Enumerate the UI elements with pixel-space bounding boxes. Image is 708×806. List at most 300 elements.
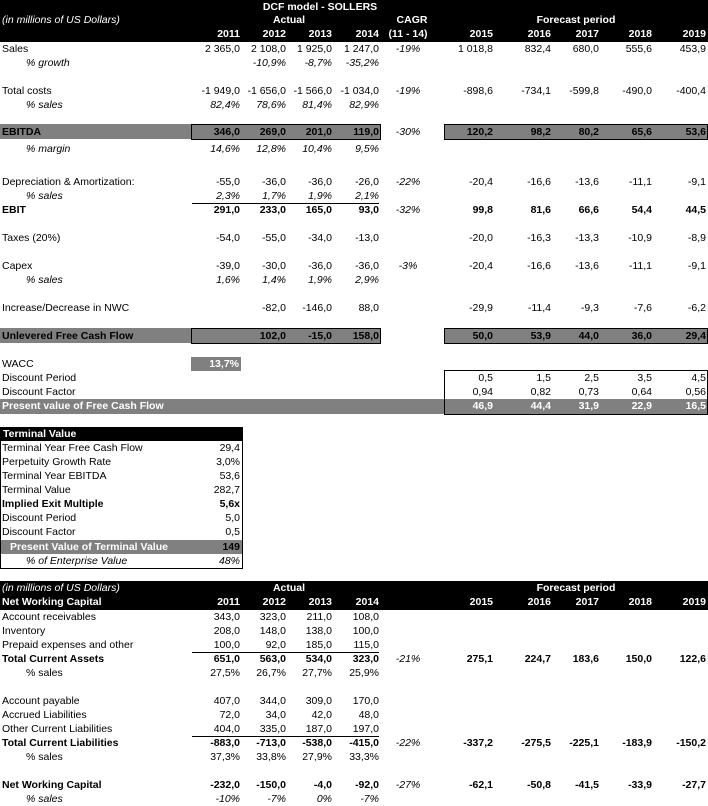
sales-growth-actual-2: -8,7% (304, 57, 332, 69)
discount-period-2015: 0,5 (478, 372, 493, 384)
da-sales-forecast-3 (607, 189, 652, 203)
taxes-forecast-1: -16,3 (527, 232, 551, 244)
tcl-forecast-2: -225,1 (569, 737, 599, 749)
tca-label: Total Current Assets (2, 653, 105, 665)
capex-forecast-1: -16,6 (527, 260, 551, 272)
ebitda-forecast-4: 53,6 (685, 126, 706, 138)
terminal-row-label: Discount Period (2, 512, 77, 524)
ar-actual-3: 108,0 (352, 611, 379, 623)
ap-forecast-1 (505, 694, 551, 708)
da-label: Depreciation & Amortization: (2, 176, 135, 188)
ap-forecast-0 (445, 694, 493, 708)
ebit-cagr: -32% (395, 204, 421, 216)
ufcf-actual-0 (192, 329, 240, 343)
capex-forecast-0: -20,4 (469, 260, 493, 272)
ap-forecast-3 (607, 694, 652, 708)
header-row-1 (0, 13, 708, 27)
costs-sales-forecast-0 (445, 98, 493, 112)
sales-row (0, 42, 708, 56)
tca-sales-forecast-0 (445, 666, 493, 680)
ebitda-forecast-2: 80,2 (578, 126, 599, 138)
prepaid-actual-1: 92,0 (240, 638, 286, 653)
prepaid-forecast-1 (505, 638, 551, 652)
capex-cagr: -3% (398, 260, 418, 272)
prepaid-row (0, 638, 708, 652)
sales-forecast-4: 453,9 (679, 43, 706, 55)
nwc-sales-actual-3: -7% (360, 793, 379, 805)
ebit-actual-2: 165,0 (305, 204, 332, 216)
nwc-change-forecast-1: -11,4 (527, 302, 551, 314)
terminal-row (0, 469, 708, 483)
sales-forecast-1: 832,4 (524, 43, 551, 55)
nwc-change-actual-2: -146,0 (302, 302, 332, 314)
nwc-header-row-2 (0, 595, 708, 609)
prepaid-label: Prepaid expenses and other (2, 639, 134, 651)
ar-cagr (383, 610, 433, 624)
taxes-actual-1: -55,0 (262, 232, 286, 244)
da-sales-actual-1: 1,7% (240, 189, 286, 204)
tcl-sales-label: % sales (26, 751, 63, 763)
terminal-row-value: 29,4 (219, 442, 240, 454)
discount-period-row (0, 371, 708, 385)
prepaid-forecast-2 (555, 638, 599, 652)
ebitda-actual-0: 346,0 (213, 126, 240, 138)
tcl-sales-cagr (383, 750, 433, 764)
prepaid-actual-2: 185,0 (286, 638, 332, 653)
inv-forecast-2 (555, 624, 599, 638)
capex-sales-label: % sales (26, 274, 63, 286)
taxes-actual-2: -34,0 (308, 232, 332, 244)
da-sales-label: % sales (26, 190, 63, 202)
tca-forecast-3: 150,0 (625, 653, 652, 665)
prepaid-forecast-4 (660, 638, 706, 652)
tca-cagr: -21% (395, 653, 421, 665)
da-actual-1: -36,0 (262, 176, 286, 188)
da-sales-forecast-1 (505, 189, 551, 203)
capex-actual-2: -36,0 (308, 260, 332, 272)
ebitda-forecast-3: 65,6 (631, 126, 652, 138)
costs-sales-actual-3: 82,9% (349, 99, 379, 111)
header-row-2 (0, 27, 708, 41)
accrued-row (0, 708, 708, 722)
tcl-row (0, 736, 708, 750)
da-sales-actual-3: 2,1% (332, 189, 379, 204)
ap-actual-3: 170,0 (352, 695, 379, 707)
discount-factor-label: Discount Factor (2, 386, 76, 398)
ebit-label: EBIT (2, 204, 26, 216)
total-costs-forecast-1: -734,1 (521, 85, 551, 97)
da-sales-cagr (383, 189, 433, 203)
ufcf-forecast-0: 50,0 (472, 330, 493, 342)
inv-row (0, 624, 708, 638)
model-title: DCF model - SOLLERS (262, 1, 378, 13)
discount-factor-2018: 0,64 (631, 386, 652, 398)
tcl-forecast-1: -275,5 (521, 737, 551, 749)
nwc-total-forecast-0: -62,1 (469, 779, 493, 791)
tcl-sales-row (0, 750, 708, 764)
ebitda-margin-actual-3: 9,5% (355, 143, 379, 155)
taxes-cagr (383, 231, 433, 245)
ar-row (0, 610, 708, 624)
ebitda-actual-1: 269,0 (259, 126, 286, 138)
tcl-actual-2: -538,0 (302, 737, 332, 749)
capex-actual-0: -39,0 (216, 260, 240, 272)
prepaid-forecast-3 (607, 638, 652, 652)
da-cagr: -22% (395, 176, 421, 188)
ocl-actual-2: 187,0 (286, 722, 332, 737)
capex-sales-actual-1: 1,4% (262, 274, 286, 286)
terminal-title: Terminal Value (3, 428, 77, 440)
ocl-actual-0: 404,0 (192, 722, 240, 737)
taxes-label: Taxes (20%) (2, 232, 61, 244)
sales-actual-2: 1 925,0 (296, 43, 332, 55)
tcl-actual-1: -713,0 (256, 737, 286, 749)
pv-fcf-2018: 22,9 (631, 400, 652, 412)
tcl-sales-actual-0: 37,3% (210, 751, 240, 763)
pv-fcf-label: Present value of Free Cash Flow (2, 400, 164, 412)
tcl-sales-forecast-0 (445, 750, 493, 764)
total-costs-row (0, 84, 708, 98)
total-costs-actual-1: -1 656,0 (247, 85, 286, 97)
terminal-row-label: Implied Exit Multiple (2, 498, 104, 510)
ar-actual-0: 343,0 (213, 611, 240, 623)
tca-actual-1: 563,0 (259, 653, 286, 665)
sales-growth-actual-0 (192, 56, 240, 70)
taxes-forecast-2: -13,3 (575, 232, 599, 244)
capex-label: Capex (2, 260, 33, 272)
nwc-sales-actual-2: 0% (316, 793, 332, 805)
discount-period-label: Discount Period (2, 372, 77, 384)
sales-growth-cagr (383, 56, 433, 70)
ocl-forecast-3 (607, 722, 652, 736)
terminal-row-label: Present Value of Terminal Value (10, 541, 168, 553)
year-2017: 2017 (575, 28, 599, 40)
ocl-cagr (383, 722, 433, 736)
sales-growth-forecast-3 (607, 56, 652, 70)
ebit-actual-3: 93,0 (358, 204, 379, 216)
tca-actual-2: 534,0 (305, 653, 332, 665)
cagr-header: CAGR (396, 14, 428, 26)
nwc-total-forecast-1: -50,8 (527, 779, 551, 791)
capex-sales-actual-3: 2,9% (355, 274, 379, 286)
nwc-change-actual-3: 88,0 (358, 302, 379, 314)
ocl-actual-1: 335,0 (240, 722, 286, 737)
nwc-sales-actual-1: -7% (267, 793, 286, 805)
ap-cagr (383, 694, 433, 708)
nwc-year-2016: 2016 (527, 596, 551, 608)
ebit-forecast-2: 66,6 (578, 204, 599, 216)
capex-sales-forecast-4 (660, 273, 706, 287)
capex-sales-cagr (383, 273, 433, 287)
nwc-change-forecast-4: -6,2 (687, 302, 706, 314)
ufcf-label: Unlevered Free Cash Flow (2, 330, 134, 342)
discount-period-2016: 1,5 (536, 372, 551, 384)
tcl-sales-actual-1: 33,8% (256, 751, 286, 763)
da-sales-forecast-0 (445, 189, 493, 203)
tcl-sales-actual-2: 27,9% (302, 751, 332, 763)
discount-factor-2019: 0,56 (685, 386, 706, 398)
ebitda-margin-actual-2: 10,4% (302, 143, 332, 155)
tca-sales-actual-3: 25,9% (349, 667, 379, 679)
nwc-actual-header: Actual (272, 582, 306, 594)
nwc-change-cagr (383, 301, 433, 315)
ocl-forecast-4 (660, 722, 706, 736)
tca-actual-3: 323,0 (352, 653, 379, 665)
nwc-forecast-header: Forecast period (536, 582, 616, 594)
capex-sales-forecast-0 (445, 273, 493, 287)
nwc-sales-cagr (383, 792, 433, 806)
nwc-change-forecast-2: -9,3 (580, 302, 599, 314)
year-2016: 2016 (527, 28, 551, 40)
ar-actual-2: 211,0 (306, 611, 332, 623)
sales-label: Sales (2, 43, 29, 55)
nwc-sales-forecast-2 (555, 792, 599, 806)
tcl-actual-0: -883,0 (210, 737, 240, 749)
nwc-total-actual-1: -150,0 (256, 779, 286, 791)
ebit-actual-1: 233,0 (259, 204, 286, 216)
prepaid-forecast-0 (445, 638, 493, 652)
da-forecast-1: -16,6 (527, 176, 551, 188)
nwc-change-actual-1: -82,0 (262, 302, 286, 314)
terminal-row-value: 53,6 (219, 470, 240, 482)
total-costs-forecast-2: -599,8 (569, 85, 599, 97)
tca-sales-forecast-1 (505, 666, 551, 680)
nwc-total-forecast-2: -41,5 (575, 779, 599, 791)
ap-label: Account payable (2, 695, 80, 707)
nwc-sales-actual-0: -10% (215, 793, 240, 805)
total-costs-forecast-0: -898,6 (463, 85, 493, 97)
taxes-forecast-4: -8,9 (687, 232, 706, 244)
ebitda-margin-label: % margin (26, 143, 71, 155)
ufcf-actual-2: -15,0 (308, 330, 332, 342)
costs-sales-actual-0: 82,4% (210, 99, 240, 111)
discount-period-2018: 3,5 (637, 372, 652, 384)
tcl-sales-forecast-1 (505, 750, 551, 764)
accrued-actual-1: 34,0 (265, 709, 286, 721)
capex-sales-actual-0: 1,6% (216, 274, 240, 286)
terminal-row (0, 525, 708, 539)
ebit-forecast-4: 44,5 (685, 204, 706, 216)
nwc-year-2019: 2019 (682, 596, 706, 608)
da-forecast-3: -11,1 (628, 176, 652, 188)
nwc-year-2012: 2012 (262, 596, 286, 608)
nwc-total-actual-2: -4,0 (313, 779, 332, 791)
tcl-forecast-0: -337,2 (463, 737, 493, 749)
nwc-total-row (0, 778, 708, 792)
nwc-sales-label: % sales (26, 793, 63, 805)
tca-sales-forecast-3 (607, 666, 652, 680)
nwc-change-forecast-3: -7,6 (633, 302, 652, 314)
ocl-label: Other Current Liabilities (2, 723, 113, 735)
year-2015: 2015 (469, 28, 493, 40)
nwc-year-2015: 2015 (469, 596, 493, 608)
nwc-year-2018: 2018 (628, 596, 652, 608)
inv-forecast-4 (660, 624, 706, 638)
ufcf-row (0, 329, 708, 343)
ebitda-margin-forecast-0 (445, 142, 493, 156)
tca-row (0, 652, 708, 666)
ufcf-actual-3: 158,0 (352, 330, 379, 342)
terminal-row-label: % of Enterprise Value (26, 555, 128, 567)
nwc-sales-forecast-3 (607, 792, 652, 806)
ocl-forecast-1 (505, 722, 551, 736)
tca-sales-forecast-2 (555, 666, 599, 680)
prepaid-actual-3: 115,0 (332, 638, 379, 653)
tcl-sales-forecast-3 (607, 750, 652, 764)
ar-forecast-1 (505, 610, 551, 624)
accrued-forecast-0 (445, 708, 493, 722)
nwc-change-actual-0 (192, 301, 240, 315)
ebit-row (0, 203, 708, 217)
terminal-row-value: 48% (218, 555, 240, 567)
ufcf-actual-1: 102,0 (259, 330, 286, 342)
costs-sales-cagr (383, 98, 433, 112)
discount-factor-2016: 0,82 (530, 386, 551, 398)
title-row (0, 0, 708, 14)
terminal-row (0, 511, 708, 525)
ebitda-margin-row (0, 142, 708, 156)
inv-forecast-3 (607, 624, 652, 638)
ebit-forecast-0: 99,8 (472, 204, 493, 216)
nwc-title: Net Working Capital (2, 596, 102, 608)
ar-label: Account receivables (2, 611, 96, 623)
sales-forecast-2: 680,0 (572, 43, 599, 55)
capex-forecast-3: -11,1 (628, 260, 652, 272)
total-costs-forecast-4: -400,4 (676, 85, 706, 97)
sales-cagr: -19% (395, 43, 421, 55)
ebitda-margin-actual-0: 14,6% (210, 143, 240, 155)
terminal-row (0, 483, 708, 497)
ar-actual-1: 323,0 (259, 611, 286, 623)
nwc-year-2014: 2014 (355, 596, 379, 608)
accrued-actual-0: 72,0 (219, 709, 240, 721)
discount-factor-2017: 0,73 (578, 386, 599, 398)
sales-forecast-3: 555,6 (625, 43, 652, 55)
year-2014: 2014 (355, 28, 379, 40)
wacc-row (0, 357, 708, 371)
tcl-forecast-4: -150,2 (676, 737, 706, 749)
costs-sales-forecast-3 (607, 98, 652, 112)
terminal-row (0, 497, 708, 511)
ar-forecast-2 (555, 610, 599, 624)
nwc-units-label: (in millions of US Dollars) (2, 582, 120, 594)
year-2018: 2018 (628, 28, 652, 40)
costs-sales-forecast-1 (505, 98, 551, 112)
capex-row (0, 259, 708, 273)
tca-forecast-1: 224,7 (524, 653, 551, 665)
year-2012: 2012 (262, 28, 286, 40)
ebit-actual-0: 291,0 (213, 204, 240, 216)
total-costs-actual-3: -1 034,0 (340, 85, 379, 97)
tca-sales-actual-2: 27,7% (302, 667, 332, 679)
terminal-row-label: Perpetuity Growth Rate (2, 456, 112, 468)
capex-sales-row (0, 273, 708, 287)
capex-actual-3: -36,0 (355, 260, 379, 272)
capex-sales-forecast-2 (555, 273, 599, 287)
nwc-year-2011: 2011 (217, 596, 240, 608)
ebitda-actual-2: 201,0 (305, 126, 332, 138)
inv-forecast-1 (505, 624, 551, 638)
terminal-row (0, 455, 708, 469)
terminal-row-label: Terminal Year EBITDA (2, 470, 107, 482)
ebitda-forecast-0: 120,2 (466, 126, 493, 138)
tca-sales-actual-0: 27,5% (210, 667, 240, 679)
terminal-row-value: 5,6x (219, 498, 240, 510)
terminal-row-value: 5,0 (225, 512, 240, 524)
wacc-label: WACC (2, 358, 34, 370)
accrued-cagr (383, 708, 433, 722)
sales-growth-forecast-4 (660, 56, 706, 70)
actual-header: Actual (272, 14, 306, 26)
capex-sales-forecast-3 (607, 273, 652, 287)
terminal-row (0, 554, 708, 568)
capex-forecast-2: -13,6 (575, 260, 599, 272)
prepaid-actual-0: 100,0 (192, 638, 240, 653)
ebitda-forecast-1: 98,2 (530, 126, 551, 138)
ebitda-label: EBITDA (2, 126, 42, 138)
nwc-total-label: Net Working Capital (2, 779, 102, 791)
nwc-sales-forecast-1 (505, 792, 551, 806)
terminal-row-label: Terminal Year Free Cash Flow (2, 442, 143, 454)
ap-actual-0: 407,0 (213, 695, 240, 707)
total-costs-actual-2: -1 566,0 (293, 85, 332, 97)
ufcf-forecast-3: 36,0 (631, 330, 652, 342)
taxes-row (0, 231, 708, 245)
taxes-forecast-3: -10,9 (628, 232, 652, 244)
terminal-row (0, 441, 708, 455)
accrued-label: Accrued Liabilities (2, 709, 87, 721)
terminal-row-value: 149 (222, 541, 240, 553)
da-actual-3: -26,0 (355, 176, 379, 188)
accrued-actual-2: 42,0 (311, 709, 332, 721)
tca-sales-forecast-4 (660, 666, 706, 680)
ebitda-margin-forecast-4 (660, 142, 706, 156)
da-actual-0: -55,0 (216, 176, 240, 188)
sales-growth-actual-1: -10,9% (252, 57, 286, 69)
nwc-header-row-1 (0, 581, 708, 595)
taxes-forecast-0: -20,0 (469, 232, 493, 244)
inv-actual-2: 138,0 (305, 625, 332, 637)
tca-sales-label: % sales (26, 667, 63, 679)
nwc-total-cagr: -27% (395, 779, 421, 791)
ar-forecast-0 (445, 610, 493, 624)
tcl-cagr: -22% (395, 737, 421, 749)
terminal-row-value: 282,7 (213, 484, 240, 496)
ap-actual-1: 344,0 (259, 695, 286, 707)
discount-factor-row (0, 385, 708, 399)
da-sales-row (0, 189, 708, 203)
sales-actual-3: 1 247,0 (343, 43, 379, 55)
costs-sales-label: % sales (26, 99, 63, 111)
tcl-actual-3: -415,0 (349, 737, 379, 749)
terminal-row-value: 0,5 (225, 526, 240, 538)
tcl-sales-actual-3: 33,3% (349, 751, 379, 763)
tcl-label: Total Current Liabilities (2, 737, 119, 749)
nwc-change-row (0, 301, 708, 315)
costs-sales-actual-1: 78,6% (256, 99, 286, 111)
forecast-header: Forecast period (536, 14, 616, 26)
cagr-period: (11 - 14) (388, 28, 428, 40)
da-sales-actual-0: 2,3% (192, 189, 240, 204)
nwc-year-2017: 2017 (575, 596, 599, 608)
ap-forecast-4 (660, 694, 706, 708)
prepaid-cagr (383, 638, 433, 652)
total-costs-label: Total costs (2, 85, 52, 97)
ar-forecast-4 (660, 610, 706, 624)
nwc-sales-forecast-4 (660, 792, 706, 806)
nwc-change-label: Increase/Decrease in NWC (2, 302, 130, 314)
ap-forecast-2 (555, 694, 599, 708)
